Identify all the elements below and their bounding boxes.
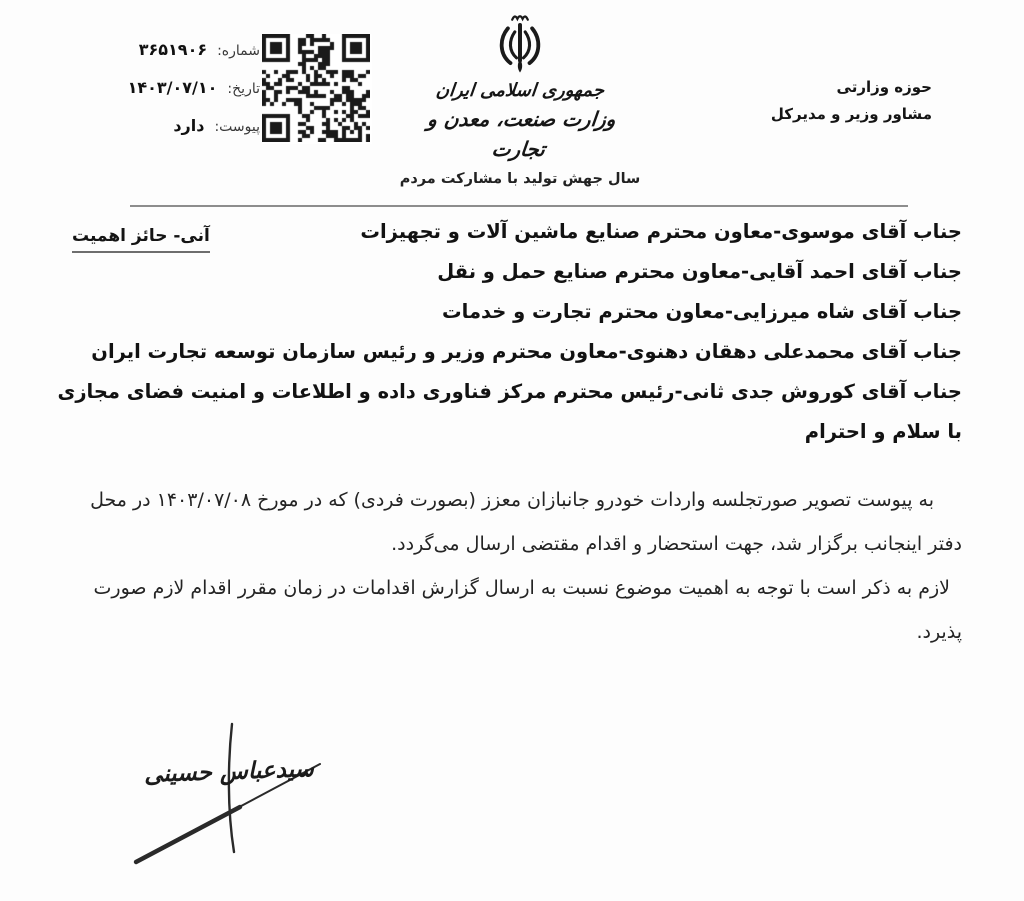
- letter-date-value: ۱۴۰۳/۰۷/۱۰: [127, 78, 218, 97]
- iran-emblem-icon: [494, 12, 546, 76]
- qr-code-container: [262, 34, 372, 144]
- letter-number-row: [60, 40, 260, 59]
- qr-code: [262, 34, 370, 142]
- org-unit-block: [771, 74, 932, 128]
- recipient-line: جناب آقای موسوی-معاون محترم صنایع ماشین آلات و تجهیزات: [360, 220, 962, 243]
- recipient-line: جناب آقای کوروش جدی ثانی-رئیس محترم مرکز فناوری داده و اطلاعات و امنیت فضای مجازی: [57, 380, 962, 403]
- country-title: جمهوری اسلامی ایران: [434, 80, 606, 101]
- letter-date-row: [60, 78, 260, 97]
- priority-note: آنی- حائز اهمیت: [72, 226, 210, 253]
- recipient-line: جناب آقای احمد آقایی-معاون محترم صنایع حمل و نقل: [437, 260, 962, 283]
- signature-block: [122, 716, 362, 881]
- body-paragraph-1: به پیوست تصویر صورتجلسه واردات خودرو جانبازان معزز (بصورت فردی) که در مورخ ۱۴۰۳/۰۷/۰۸ در محل دفتر اینجانب برگزار شد، جهت استحضار و اقدام مقتضی ارسال می‌گردد.: [90, 489, 962, 555]
- letter-attachment-value: دارد: [173, 116, 205, 135]
- salutation: با سلام و احترام: [804, 420, 962, 443]
- signature-name: سیدعباس حسینی: [143, 755, 315, 788]
- letter-date-label: تاریخ:: [227, 81, 260, 97]
- letter-number-value: ۳۶۵۱۹۰۶: [138, 40, 208, 59]
- letter-attachment-label: پیوست:: [214, 119, 260, 135]
- letter-body: [60, 478, 962, 654]
- body-paragraph-2: لازم به ذکر است با توجه به اهمیت موضوع نسبت به ارسال گزارش اقدامات در زمان مقرر اقدام لازم صورت پذیرد.: [93, 577, 962, 643]
- ministry-title: وزارت صنعت، معدن و تجارت: [426, 107, 617, 161]
- recipients-block: [57, 212, 962, 452]
- signature-flourish: [122, 716, 362, 881]
- year-slogan: سال جهش تولید با مشارکت مردم: [399, 171, 641, 187]
- recipient-line: جناب آقای محمدعلی دهقان دهنوی-معاون محترم وزیر و رئیس سازمان توسعه تجارت ایران: [91, 340, 962, 363]
- letter-number-label: شماره:: [217, 43, 260, 59]
- header-separator: [130, 205, 908, 207]
- org-unit-line1: حوزه وزارتی: [836, 78, 932, 96]
- letterhead-center: [396, 12, 644, 187]
- org-unit-line2: مشاور وزیر و مدیرکل: [770, 105, 932, 123]
- recipient-line: جناب آقای شاه میرزایی-معاون محترم تجارت و خدمات: [442, 300, 962, 323]
- letter-meta: [60, 40, 260, 154]
- letter-attachment-row: [60, 116, 260, 135]
